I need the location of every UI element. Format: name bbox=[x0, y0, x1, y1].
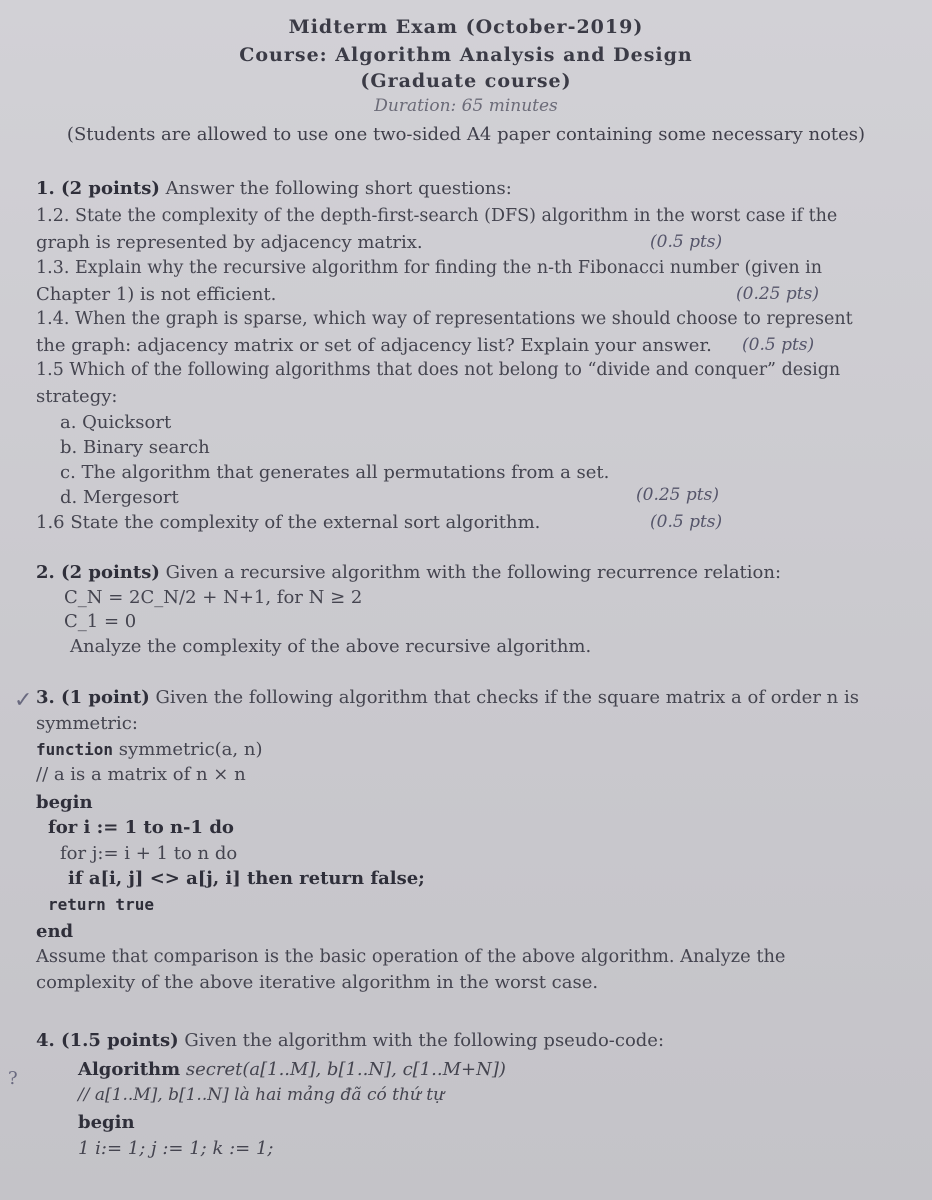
question-1-4-points: (0.5 pts) bbox=[742, 335, 815, 355]
exam-duration: Duration: 65 minutes bbox=[374, 96, 558, 116]
question-4-text: Given the algorithm with the following pseudo-code: bbox=[178, 1030, 665, 1051]
question-1-3-points: (0.25 pts) bbox=[736, 284, 819, 304]
question-3-heading bbox=[36, 687, 859, 708]
algorithm-begin: begin bbox=[78, 1112, 135, 1133]
question-4-heading bbox=[36, 1030, 664, 1051]
question-1-5-points: (0.25 pts) bbox=[636, 485, 719, 505]
base-case: C_1 = 0 bbox=[64, 611, 137, 632]
question-1-3-line-2: Chapter 1) is not efficient. bbox=[36, 284, 277, 305]
question-2-points: 2. (2 points) bbox=[36, 562, 160, 583]
check-mark: ✓ bbox=[14, 688, 33, 713]
algorithm-comment: // a[1..M], b[1..N] là hai mảng đã có thứ tự bbox=[78, 1085, 445, 1105]
option-b: b. Binary search bbox=[60, 437, 210, 458]
question-1-text: Answer the following short questions: bbox=[159, 178, 512, 199]
code-return-true: return true bbox=[48, 895, 154, 914]
question-4-points: 4. (1.5 points) bbox=[36, 1030, 179, 1051]
question-2-ask: Analyze the complexity of the above recursive algorithm. bbox=[70, 636, 592, 657]
question-1-6-points: (0.5 pts) bbox=[650, 512, 723, 532]
code-for-outer: for i := 1 to n-1 do bbox=[48, 817, 234, 838]
code-function-signature: symmetric(a, n) bbox=[113, 739, 263, 760]
option-d: d. Mergesort bbox=[60, 487, 179, 508]
algorithm-line-1: 1 i:= 1; j := 1; k := 1; bbox=[78, 1138, 274, 1159]
question-3-text-line-2: symmetric: bbox=[36, 713, 138, 734]
exam-title: Midterm Exam (October-2019) bbox=[288, 16, 644, 38]
question-1-4-line-2: the graph: adjacency matrix or set of adjacency list? Explain your answer. bbox=[36, 335, 712, 356]
question-2-heading bbox=[36, 562, 781, 583]
question-2-text: Given a recursive algorithm with the following recurrence relation: bbox=[159, 562, 782, 583]
course-level: (Graduate course) bbox=[360, 70, 572, 92]
question-1-3-line-1: 1.3. Explain why the recursive algorithm for finding the n-th Fibonacci number (given in bbox=[36, 258, 823, 278]
question-1-heading bbox=[36, 178, 512, 199]
question-mark-annotation: ? bbox=[8, 1068, 18, 1089]
exam-note: (Students are allowed to use one two-sided A4 paper containing some necessary notes) bbox=[66, 124, 866, 145]
code-function-line bbox=[36, 739, 262, 760]
question-3-text: Given the following algorithm that checks if the square matrix a of order n is bbox=[149, 687, 859, 708]
question-1-points: 1. (2 points) bbox=[36, 178, 160, 199]
question-1-4-line-1: 1.4. When the graph is sparse, which way of representations we should choose to represent bbox=[36, 309, 853, 329]
algorithm-keyword: Algorithm bbox=[78, 1059, 181, 1080]
code-for-inner: for j:= i + 1 to n do bbox=[60, 843, 238, 864]
option-c: c. The algorithm that generates all permutations from a set. bbox=[60, 462, 610, 483]
course-name: Course: Algorithm Analysis and Design bbox=[239, 44, 693, 66]
algorithm-signature-line bbox=[78, 1059, 506, 1080]
question-3-assume-line-1: Assume that comparison is the basic operation of the above algorithm. Analyze the bbox=[36, 946, 786, 967]
code-if-line: if a[i, j] <> a[j, i] then return false; bbox=[68, 868, 425, 889]
question-1-6: 1.6 State the complexity of the external sort algorithm. bbox=[36, 512, 541, 533]
algorithm-signature: secret(a[1..M], b[1..N], c[1..M+N]) bbox=[180, 1059, 506, 1080]
code-comment: // a is a matrix of n × n bbox=[36, 764, 246, 785]
question-1-2-points: (0.5 pts) bbox=[650, 232, 723, 252]
question-1-2-line-1: 1.2. State the complexity of the depth-first-search (DFS) algorithm in the worst case if the bbox=[36, 206, 838, 226]
question-3-points: 3. (1 point) bbox=[36, 687, 150, 708]
recurrence-equation: C_N = 2C_N/2 + N+1, for N ≥ 2 bbox=[64, 587, 363, 608]
option-a: a. Quicksort bbox=[60, 412, 172, 433]
question-1-5-line-2: strategy: bbox=[36, 386, 118, 407]
code-begin: begin bbox=[36, 792, 93, 813]
code-end: end bbox=[36, 921, 74, 942]
question-3-assume-line-2: complexity of the above iterative algorithm in the worst case. bbox=[36, 972, 599, 993]
code-function-keyword: function bbox=[36, 740, 114, 759]
question-1-2-line-2: graph is represented by adjacency matrix. bbox=[36, 232, 423, 253]
question-1-5-line-1: 1.5 Which of the following algorithms that does not belong to “divide and conquer” design bbox=[36, 360, 841, 380]
